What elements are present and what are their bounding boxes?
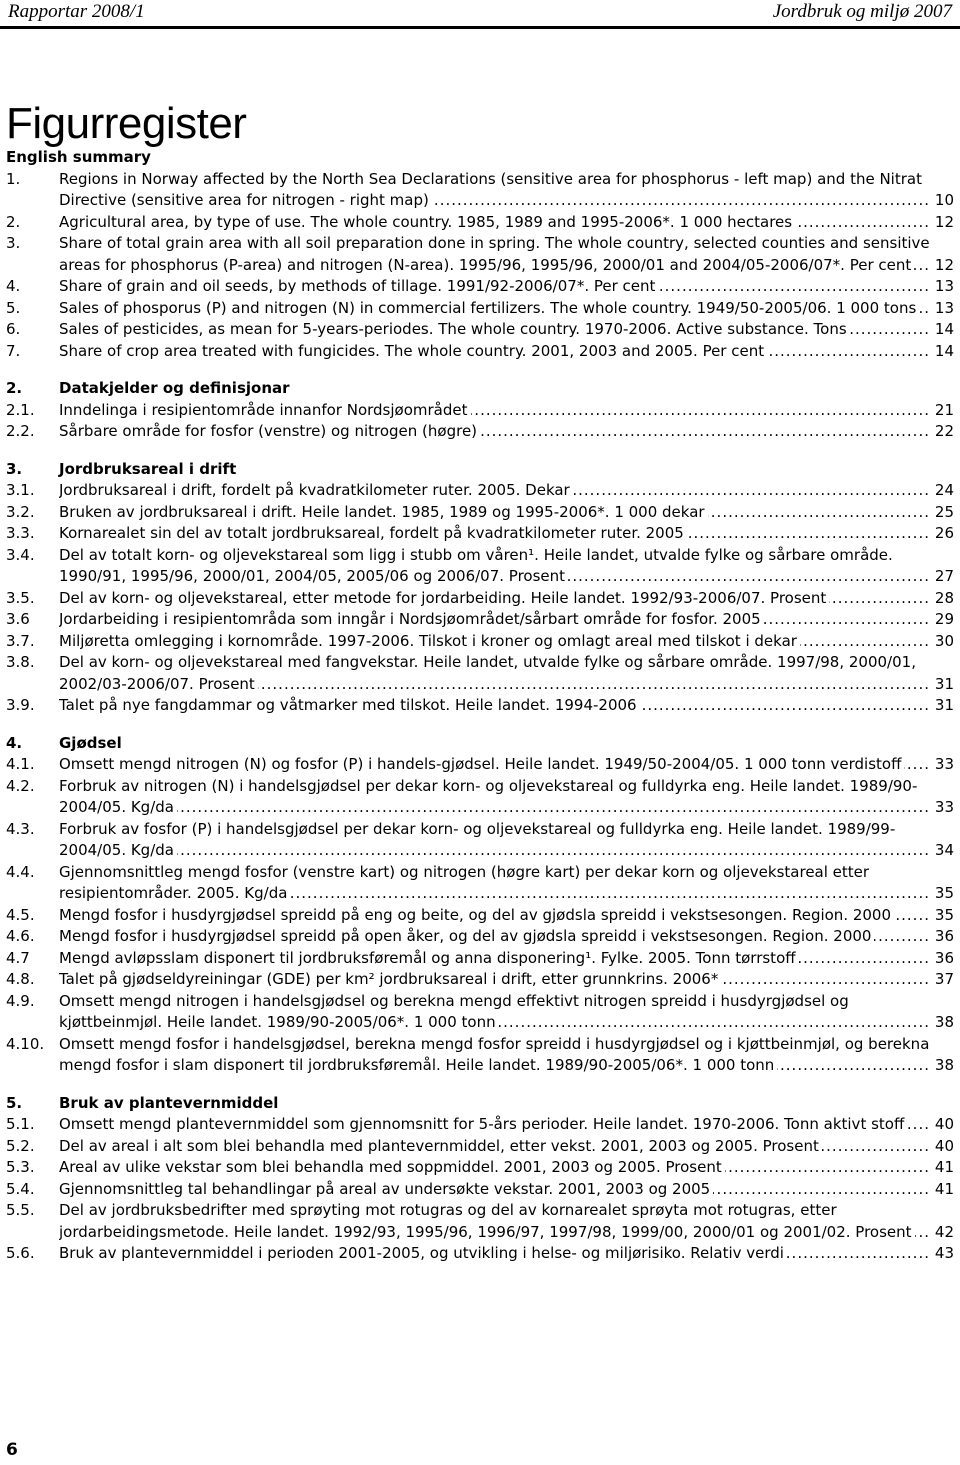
section-heading xyxy=(6,378,954,400)
section-number: 3. xyxy=(6,459,23,478)
figure-entry[interactable] xyxy=(6,341,954,363)
figure-number: 5.2. xyxy=(6,1136,35,1155)
page-reference: 34 xyxy=(930,840,954,862)
page-reference: 43 xyxy=(930,1243,954,1265)
page-reference: 42 xyxy=(930,1222,954,1244)
figure-number: 4.6. xyxy=(6,927,35,945)
figure-caption xyxy=(59,905,930,927)
section-gap xyxy=(6,443,954,459)
page-title: Figurregister xyxy=(6,99,247,149)
figure-caption-text: Mengd fosfor i husdyrgjødsel spreidd på open åker, og del av gjødsla spreidd i vekstsesongen. Region. 2000 xyxy=(59,927,874,945)
figure-number: 5. xyxy=(6,298,21,317)
page-reference: 36 xyxy=(930,926,954,948)
figure-entry[interactable] xyxy=(6,948,954,970)
figure-caption-text: Share of total grain area with all soil preparation done in spring. The whole country, selected counties and sensitive areas for phosphorus (P-area) and nitrogen (N-area). 1995/96, 1995/96, 2000/01 and 2004/05-2006/07*. Per cent xyxy=(59,234,930,274)
figure-caption xyxy=(59,652,930,695)
figure-entry[interactable] xyxy=(6,652,954,695)
figure-caption-text: Talet på gjødseldyreiningar (GDE) per km² jordbruksareal i drift, etter grunnkrins. 2006* xyxy=(59,970,721,988)
section-title: Gjødsel xyxy=(59,733,122,752)
figure-caption-text: Kornarealet sin del av totalt jordbruksareal, fordelt på kvadratkilometer ruter. 2005 xyxy=(59,524,687,542)
figure-caption-text: Bruk av plantevernmiddel i perioden 2001-2005, og utvikling i helse- og miljørisiko. Relativ verdi xyxy=(59,1244,787,1262)
page-reference: 28 xyxy=(930,588,954,610)
page-reference: 30 xyxy=(930,631,954,653)
figure-entry[interactable] xyxy=(6,1114,954,1136)
figure-caption-text: Mengd fosfor i husdyrgjødsel spreidd på eng og beite, og del av gjødsla spreidd i vekstsesongen. Region. 2000 xyxy=(59,906,894,924)
figure-entry[interactable] xyxy=(6,1179,954,1201)
figure-caption xyxy=(59,545,930,588)
figure-number: 5.6. xyxy=(6,1244,35,1262)
figure-entry[interactable] xyxy=(6,480,954,502)
figure-caption-text: Del av korn- og oljevekstareal med fangvekstar. Heile landet, utvalde fylke og sårbare område. 1997/98, 2000/01, 2002/03-2006/07. Prosent xyxy=(59,653,916,693)
page-reference: 36 xyxy=(930,948,954,970)
figure-number: 3.6 xyxy=(6,610,30,628)
figure-entry[interactable] xyxy=(6,400,954,422)
figure-caption xyxy=(59,695,930,717)
figure-caption-text: Omsett mengd nitrogen i handelsgjødsel og berekna mengd effektivt nitrogen spreidd i husdyrgjødsel og kjøttbeinmjøl. Heile landet. 1989/90-2005/06*. 1 000 tonn xyxy=(59,991,849,1031)
page-reference: 35 xyxy=(930,905,954,927)
page-reference: 13 xyxy=(930,298,954,320)
section-gap xyxy=(6,717,954,733)
figure-caption xyxy=(59,523,930,545)
figure-caption xyxy=(59,1034,930,1077)
figure-caption xyxy=(59,754,930,776)
figure-entry[interactable] xyxy=(6,905,954,927)
figure-entry[interactable] xyxy=(6,169,954,212)
figure-entry[interactable] xyxy=(6,609,954,631)
figure-entry[interactable] xyxy=(6,695,954,717)
page-reference: 26 xyxy=(930,523,954,545)
figure-caption xyxy=(59,1114,930,1136)
figure-caption-text: Omsett mengd nitrogen (N) og fosfor (P) i handels-gjødsel. Heile landet. 1949/50-2004/05. 1 000 tonn verdistoff xyxy=(59,755,904,773)
figure-number: 2.2. xyxy=(6,422,35,440)
figure-caption xyxy=(59,969,930,991)
figure-caption-text: Gjennomsnittleg tal behandlingar på areal av undersøkte vekstar. 2001, 2003 og 2005 xyxy=(59,1180,713,1198)
figure-number: 5.1. xyxy=(6,1115,35,1133)
figure-entry[interactable] xyxy=(6,926,954,948)
figure-number: 3. xyxy=(6,234,21,252)
figure-caption-text: Del av totalt korn- og oljevekstareal som ligg i stubb om våren¹. Heile landet, utvalde fylke og sårbare område. 1990/91, 1995/96, 2000/01, 2004/05, 2005/06 og 2006/07. Prosent xyxy=(59,545,893,585)
publication-title: Jordbruk og miljø 2007 xyxy=(772,1,952,22)
figure-entry[interactable] xyxy=(6,1243,954,1265)
figure-caption xyxy=(59,1157,930,1179)
figure-entry[interactable] xyxy=(6,523,954,545)
figure-number: 4.4. xyxy=(6,862,35,881)
figure-number: 3.5. xyxy=(6,588,35,607)
figure-caption-text: Del av korn- og oljevekstareal, etter metode for jordarbeiding. Heile landet. 1992/93-2006/07. Prosent xyxy=(59,589,829,607)
figure-caption xyxy=(59,212,930,234)
figure-caption-text: Del av areal i alt som blei behandla med plantevernmiddel, etter vekst. 2001, 2003 og 2005. Prosent xyxy=(59,1137,822,1155)
figure-entry[interactable] xyxy=(6,776,954,819)
figure-entry[interactable] xyxy=(6,862,954,905)
figure-entry[interactable] xyxy=(6,588,954,610)
page-reference: 38 xyxy=(930,1012,954,1034)
figure-caption-text: Agricultural area, by type of use. The whole country. 1985, 1989 and 1995-2006*. 1 000 hectares xyxy=(59,213,795,231)
figure-number: 6. xyxy=(6,320,21,338)
figure-caption-text: Jordbruksareal i drift, fordelt på kvadratkilometer ruter. 2005. Dekar xyxy=(59,481,573,499)
figure-caption xyxy=(59,776,930,819)
page-reference: 41 xyxy=(930,1157,954,1179)
page-reference: 13 xyxy=(930,276,954,298)
figure-caption-text: Sårbare område for fosfor (venstre) og nitrogen (høgre) xyxy=(59,422,480,440)
figure-caption-text: Share of crop area treated with fungicides. The whole country. 2001, 2003 and 2005. Per cent xyxy=(59,342,767,360)
figure-caption xyxy=(59,631,930,653)
page-reference: 31 xyxy=(930,695,954,717)
figure-entry[interactable] xyxy=(6,1136,954,1158)
section-heading xyxy=(6,733,954,755)
page-reference: 33 xyxy=(930,797,954,819)
figure-caption xyxy=(59,1243,930,1265)
figure-number: 3.9. xyxy=(6,696,35,714)
figure-number: 3.3. xyxy=(6,524,35,542)
page-reference: 10 xyxy=(930,190,954,212)
figure-number: 3.4. xyxy=(6,545,35,564)
page-reference: 29 xyxy=(930,609,954,631)
section-number: 2. xyxy=(6,379,23,397)
figure-number: 4.7 xyxy=(6,948,30,967)
figure-caption xyxy=(59,588,930,610)
figure-number: 3.1. xyxy=(6,481,35,499)
figure-caption xyxy=(59,341,930,363)
figure-number: 5.3. xyxy=(6,1158,35,1176)
figure-entry[interactable] xyxy=(6,298,954,320)
figure-caption xyxy=(59,233,930,276)
report-series: Rapportar 2008/1 xyxy=(8,1,145,22)
figure-number: 4.5. xyxy=(6,905,35,924)
figure-caption xyxy=(59,1179,930,1201)
figure-caption-text: Areal av ulike vekstar som blei behandla med soppmiddel. 2001, 2003 og 2005. Prosent xyxy=(59,1158,725,1176)
figure-number: 5.4. xyxy=(6,1179,35,1198)
figure-number: 5.5. xyxy=(6,1201,35,1219)
section-gap xyxy=(6,362,954,378)
figure-register xyxy=(6,147,954,1265)
figure-number: 4.1. xyxy=(6,755,35,773)
section-title: Datakjelder og definisjonar xyxy=(59,379,290,397)
page-reference: 24 xyxy=(930,480,954,502)
page-reference: 27 xyxy=(930,566,954,588)
figure-caption-text: Mengd avløpsslam disponert til jordbruksføremål og anna disponering¹. Fylke. 2005. Tonn tørrstoff xyxy=(59,949,799,967)
figure-number: 4. xyxy=(6,277,21,295)
figure-caption xyxy=(59,991,930,1034)
page-reference: 12 xyxy=(930,212,954,234)
figure-number: 1. xyxy=(6,169,21,188)
page-reference: 25 xyxy=(930,502,954,524)
figure-number: 2. xyxy=(6,212,21,231)
figure-caption-text: Miljøretta omlegging i kornområde. 1997-2006. Tilskot i kroner og omlagt areal med tilskot i dekar xyxy=(59,632,800,650)
figure-entry[interactable] xyxy=(6,421,954,443)
page-reference: 40 xyxy=(930,1114,954,1136)
figure-entry[interactable] xyxy=(6,754,954,776)
figure-caption-text: Forbruk av nitrogen (N) i handelsgjødsel per dekar korn- og oljevekstareal og fulldyrka eng. Heile landet. 1989/90-2004/05. Kg/da xyxy=(59,776,918,816)
figure-caption xyxy=(59,1200,930,1243)
figure-caption xyxy=(59,276,930,298)
figure-caption-text: Forbruk av fosfor (P) i handelsgjødsel per dekar korn- og oljevekstareal og fulldyrka eng. Heile landet. 1989/99-2004/05. Kg/da xyxy=(59,819,896,859)
figure-caption xyxy=(59,926,930,948)
section-number: 5. xyxy=(6,1093,23,1112)
figure-entry[interactable] xyxy=(6,819,954,862)
figure-number: 3.7. xyxy=(6,631,35,650)
figure-entry[interactable] xyxy=(6,319,954,341)
figure-caption-text: Regions in Norway affected by the North Sea Declarations (sensitive area for phosphorus - left map) and the Nitrat Directive (sensitive area for nitrogen - right map) xyxy=(59,169,922,209)
figure-caption xyxy=(59,1136,930,1158)
figure-caption-text: Talet på nye fangdammar og våtmarker med tilskot. Heile landet. 1994-2006 xyxy=(59,696,640,714)
figure-entry[interactable] xyxy=(6,545,954,588)
section-heading xyxy=(6,459,954,481)
figure-caption xyxy=(59,502,930,524)
figure-caption-text: Del av jordbruksbedrifter med sprøyting mot rotugras og del av kornarealet sprøyta mot rotugras, etter jordarbeidingsmetode. Heile landet. 1992/93, 1995/96, 1996/97, 1997/98, 1999/00, 2000/01 og 2001/02. Prosent xyxy=(59,1201,915,1241)
figure-entry[interactable] xyxy=(6,1034,954,1077)
figure-entry[interactable] xyxy=(6,1157,954,1179)
figure-caption xyxy=(59,169,930,212)
figure-number: 3.2. xyxy=(6,502,35,521)
figure-number: 4.10. xyxy=(6,1034,45,1053)
figure-caption xyxy=(59,480,930,502)
page-reference: 35 xyxy=(930,883,954,905)
page-reference: 12 xyxy=(930,255,954,277)
section-title: Jordbruksareal i drift xyxy=(59,459,237,478)
figure-entry[interactable] xyxy=(6,631,954,653)
figure-caption xyxy=(59,319,930,341)
page-reference: 37 xyxy=(930,969,954,991)
page-reference: 38 xyxy=(930,1055,954,1077)
figure-entry[interactable] xyxy=(6,991,954,1034)
figure-entry[interactable] xyxy=(6,276,954,298)
figure-caption-text: Inndelinga i resipientområde innanfor Nordsjøområdet xyxy=(59,401,471,419)
figure-caption xyxy=(59,948,930,970)
page-number: 6 xyxy=(6,1440,18,1460)
page-reference: 21 xyxy=(930,400,954,422)
figure-caption-text: Share of grain and oil seeds, by methods of tillage. 1991/92-2006/07*. Per cent xyxy=(59,277,658,295)
figure-caption xyxy=(59,862,930,905)
section-gap xyxy=(6,1077,954,1093)
figure-caption-text: Bruken av jordbruksareal i drift. Heile landet. 1985, 1989 og 1995-2006*. 1 000 dekar xyxy=(59,503,708,521)
page-reference: 22 xyxy=(930,421,954,443)
page-reference: 14 xyxy=(930,319,954,341)
figure-caption xyxy=(59,609,930,631)
page-reference: 41 xyxy=(930,1179,954,1201)
figure-caption-text: Sales of phosporus (P) and nitrogen (N) in commercial fertilizers. The whole country. 1949/50-2005/06. 1 000 tons xyxy=(59,299,919,317)
figure-number: 4.8. xyxy=(6,970,35,988)
figure-number: 7. xyxy=(6,341,21,360)
section-heading xyxy=(6,1093,954,1115)
figure-number: 3.8. xyxy=(6,653,35,671)
figure-number: 2.1. xyxy=(6,400,35,419)
figure-caption-text: Gjennomsnittleg mengd fosfor (venstre kart) og nitrogen (høgre kart) per dekar korn og oljevekstareal etter resipientområder. 2005. Kg/da xyxy=(59,862,870,902)
section-title: Bruk av plantevernmiddel xyxy=(59,1093,279,1112)
figure-entry[interactable] xyxy=(6,212,954,234)
figure-entry[interactable] xyxy=(6,969,954,991)
figure-caption-text: Omsett mengd plantevernmiddel som gjennomsnitt for 5-års perioder. Heile landet. 1970-2006. Tonn aktivt stoff xyxy=(59,1115,907,1133)
figure-caption xyxy=(59,298,930,320)
section-title: English summary xyxy=(6,148,151,166)
figure-entry[interactable] xyxy=(6,233,954,276)
figure-caption xyxy=(59,421,930,443)
figure-caption xyxy=(59,819,930,862)
figure-number: 4.2. xyxy=(6,776,35,795)
figure-number: 4.3. xyxy=(6,819,35,838)
figure-caption-text: Jordarbeiding i resipientområda som inngår i Nordsjøområdet/sårbart område for fosfor. 2005 xyxy=(59,610,764,628)
page-reference: 40 xyxy=(930,1136,954,1158)
header-rule xyxy=(0,26,960,29)
page-reference: 31 xyxy=(930,674,954,696)
figure-entry[interactable] xyxy=(6,502,954,524)
figure-number: 4.9. xyxy=(6,991,35,1010)
figure-caption-text: Sales of pesticides, as mean for 5-years-periodes. The whole country. 1970-2006. Active substance. Tons xyxy=(59,320,850,338)
page-reference: 14 xyxy=(930,341,954,363)
page-reference: 33 xyxy=(930,754,954,776)
figure-caption xyxy=(59,400,930,422)
section-number: 4. xyxy=(6,733,23,752)
figure-caption-text: Omsett mengd fosfor i handelsgjødsel, berekna mengd fosfor spreidd i husdyrgjødsel og i kjøttbeinmjøl, og berekna mengd fosfor i slam disponert til jordbruksføremål. Heile landet. 1989/90-2005/06*. 1 000 tonn xyxy=(59,1034,930,1074)
section-heading xyxy=(6,147,954,169)
figure-entry[interactable] xyxy=(6,1200,954,1243)
